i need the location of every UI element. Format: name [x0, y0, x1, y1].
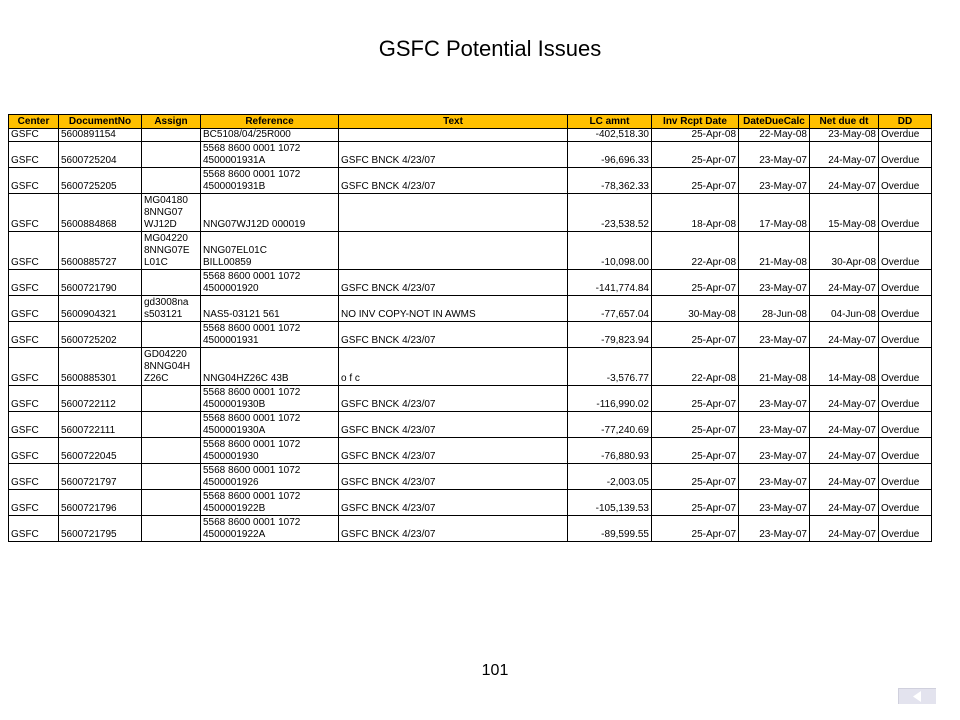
cell-reference-line: 5568 8600 0001 1072: [203, 169, 301, 180]
cell-inv-rcpt-date: 25-Apr-07: [652, 142, 739, 168]
cell-center: GSFC: [9, 270, 59, 296]
cell-reference-line: 4500001920: [203, 283, 259, 294]
cell-assign: [142, 386, 201, 412]
cell-reference-line: NNG07EL01C: [203, 245, 267, 256]
cell-documentno: 5600725205: [59, 168, 142, 194]
column-header: DateDueCalc: [739, 115, 810, 129]
table-row: [9, 296, 932, 322]
cell-assign: [142, 194, 201, 232]
cell-center: GSFC: [9, 464, 59, 490]
table-row: [9, 412, 932, 438]
cell-reference: [201, 438, 339, 464]
cell-net-due-dt: 24-May-07: [810, 464, 879, 490]
cell-datedue-calc: 23-May-07: [739, 516, 810, 542]
cell-reference-line: NNG07WJ12D 000019: [203, 219, 306, 230]
cell-net-due-dt: 24-May-07: [810, 270, 879, 296]
cell-datedue-calc: 23-May-07: [739, 412, 810, 438]
cell-reference: [201, 516, 339, 542]
cell-documentno: 5600721790: [59, 270, 142, 296]
cell-center: GSFC: [9, 232, 59, 270]
cell-dd: Overdue: [879, 270, 932, 296]
cell-center: GSFC: [9, 490, 59, 516]
cell-lc-amnt: -10,098.00: [568, 232, 652, 270]
cell-dd: Overdue: [879, 322, 932, 348]
cell-lc-amnt: -79,823.94: [568, 322, 652, 348]
cell-documentno: 5600725202: [59, 322, 142, 348]
cell-reference-line: 5568 8600 0001 1072: [203, 517, 301, 528]
cell-documentno: 5600884868: [59, 194, 142, 232]
cell-assign-line: MG04220: [144, 233, 188, 244]
cell-datedue-calc: 28-Jun-08: [739, 296, 810, 322]
cell-lc-amnt: -77,657.04: [568, 296, 652, 322]
cell-reference: [201, 386, 339, 412]
column-header: Net due dt: [810, 115, 879, 129]
cell-datedue-calc: 23-May-07: [739, 168, 810, 194]
cell-center: GSFC: [9, 194, 59, 232]
cell-text: [339, 129, 568, 142]
cell-reference: [201, 322, 339, 348]
cell-dd: Overdue: [879, 516, 932, 542]
cell-inv-rcpt-date: 18-Apr-08: [652, 194, 739, 232]
cell-text: GSFC BNCK 4/23/07: [339, 386, 568, 412]
cell-documentno: 5600885727: [59, 232, 142, 270]
cell-datedue-calc: 22-May-08: [739, 129, 810, 142]
cell-inv-rcpt-date: 25-Apr-07: [652, 516, 739, 542]
cell-inv-rcpt-date: 25-Apr-07: [652, 464, 739, 490]
cell-assign-line: Z26C: [144, 373, 169, 384]
cell-inv-rcpt-date: 30-May-08: [652, 296, 739, 322]
table-row: [9, 464, 932, 490]
cell-net-due-dt: 14-May-08: [810, 348, 879, 386]
cell-inv-rcpt-date: 22-Apr-08: [652, 232, 739, 270]
cell-lc-amnt: -23,538.52: [568, 194, 652, 232]
cell-documentno: 5600721795: [59, 516, 142, 542]
cell-text: o f c: [339, 348, 568, 386]
cell-net-due-dt: 24-May-07: [810, 322, 879, 348]
cell-reference: [201, 348, 339, 386]
cell-datedue-calc: 21-May-08: [739, 348, 810, 386]
cell-lc-amnt: -89,599.55: [568, 516, 652, 542]
cell-center: GSFC: [9, 296, 59, 322]
back-arrow-icon: [911, 691, 923, 702]
cell-reference-line: 4500001926: [203, 477, 259, 488]
cell-net-due-dt: 15-May-08: [810, 194, 879, 232]
cell-lc-amnt: -77,240.69: [568, 412, 652, 438]
cell-inv-rcpt-date: 25-Apr-07: [652, 412, 739, 438]
cell-assign: [142, 270, 201, 296]
cell-dd: Overdue: [879, 438, 932, 464]
cell-assign: [142, 412, 201, 438]
cell-reference-line: 4500001931B: [203, 181, 266, 192]
cell-text: GSFC BNCK 4/23/07: [339, 322, 568, 348]
cell-dd: Overdue: [879, 296, 932, 322]
cell-net-due-dt: 23-May-08: [810, 129, 879, 142]
cell-dd: Overdue: [879, 129, 932, 142]
cell-reference-line: BILL00859: [203, 257, 252, 268]
column-header: Reference: [201, 115, 339, 129]
cell-inv-rcpt-date: 25-Apr-07: [652, 438, 739, 464]
cell-center: GSFC: [9, 322, 59, 348]
cell-dd: Overdue: [879, 464, 932, 490]
cell-assign-line: GD04220: [144, 349, 187, 360]
cell-assign: [142, 438, 201, 464]
cell-reference-line: 5568 8600 0001 1072: [203, 323, 301, 334]
page-number: 101: [481, 662, 509, 679]
column-header: LC amnt: [568, 115, 652, 129]
cell-center: GSFC: [9, 438, 59, 464]
cell-assign-line: MG04180: [144, 195, 188, 206]
cell-text: [339, 232, 568, 270]
cell-net-due-dt: 24-May-07: [810, 168, 879, 194]
column-header: Text: [339, 115, 568, 129]
cell-assign: [142, 142, 201, 168]
cell-reference: [201, 464, 339, 490]
cell-lc-amnt: -141,774.84: [568, 270, 652, 296]
table-row: [9, 129, 932, 142]
column-header: DD: [879, 115, 932, 129]
cell-documentno: 5600722112: [59, 386, 142, 412]
cell-text: GSFC BNCK 4/23/07: [339, 490, 568, 516]
table-row: [9, 516, 932, 542]
cell-dd: Overdue: [879, 168, 932, 194]
cell-datedue-calc: 23-May-07: [739, 438, 810, 464]
cell-assign-line: L01C: [144, 257, 168, 268]
cell-assign-line: gd3008na: [144, 297, 189, 308]
cell-documentno: 5600891154: [59, 129, 142, 142]
cell-inv-rcpt-date: 25-Apr-07: [652, 386, 739, 412]
cell-net-due-dt: 24-May-07: [810, 386, 879, 412]
cell-text: GSFC BNCK 4/23/07: [339, 464, 568, 490]
cell-reference-line: 5568 8600 0001 1072: [203, 439, 301, 450]
cell-center: GSFC: [9, 142, 59, 168]
cell-datedue-calc: 23-May-07: [739, 142, 810, 168]
cell-reference: [201, 194, 339, 232]
table-row: [9, 348, 932, 386]
cell-reference-line: 5568 8600 0001 1072: [203, 387, 301, 398]
column-header: Center: [9, 115, 59, 129]
cell-datedue-calc: 23-May-07: [739, 490, 810, 516]
cell-reference-line: 4500001931: [203, 335, 259, 346]
cell-assign: [142, 516, 201, 542]
cell-datedue-calc: 21-May-08: [739, 232, 810, 270]
cell-reference: [201, 270, 339, 296]
column-header: Assign: [142, 115, 201, 129]
cell-reference-line: 4500001930A: [203, 425, 266, 436]
table-row: [9, 438, 932, 464]
cell-reference: [201, 490, 339, 516]
cell-inv-rcpt-date: 22-Apr-08: [652, 348, 739, 386]
column-header: Inv Rcpt Date: [652, 115, 739, 129]
column-header: DocumentNo: [59, 115, 142, 129]
cell-text: GSFC BNCK 4/23/07: [339, 142, 568, 168]
cell-center: GSFC: [9, 386, 59, 412]
cell-net-due-dt: 24-May-07: [810, 412, 879, 438]
cell-dd: Overdue: [879, 142, 932, 168]
cell-datedue-calc: 23-May-07: [739, 322, 810, 348]
cell-reference-line: 5568 8600 0001 1072: [203, 491, 301, 502]
cell-assign: [142, 232, 201, 270]
cell-text: GSFC BNCK 4/23/07: [339, 168, 568, 194]
table-body: [9, 129, 932, 542]
cell-center: GSFC: [9, 516, 59, 542]
cell-assign: [142, 322, 201, 348]
issues-table: [8, 114, 932, 542]
cell-inv-rcpt-date: 25-Apr-07: [652, 322, 739, 348]
cell-lc-amnt: -105,139.53: [568, 490, 652, 516]
cell-assign-line: 8NNG07: [144, 207, 183, 218]
cell-reference-line: 5568 8600 0001 1072: [203, 465, 301, 476]
cell-net-due-dt: 04-Jun-08: [810, 296, 879, 322]
cell-reference: [201, 412, 339, 438]
cell-reference-line: 4500001931A: [203, 155, 266, 166]
cell-documentno: 5600722111: [59, 412, 142, 438]
page-title: GSFC Potential Issues: [378, 36, 602, 61]
cell-reference: [201, 296, 339, 322]
cell-dd: Overdue: [879, 386, 932, 412]
cell-assign-line: WJ12D: [144, 219, 177, 230]
cell-assign-line: 8NNG04H: [144, 361, 191, 372]
cell-inv-rcpt-date: 25-Apr-07: [652, 270, 739, 296]
cell-reference-line: 4500001930: [203, 451, 259, 462]
cell-net-due-dt: 24-May-07: [810, 142, 879, 168]
cell-documentno: 5600885301: [59, 348, 142, 386]
cell-inv-rcpt-date: 25-Apr-07: [652, 490, 739, 516]
table-row: [9, 322, 932, 348]
cell-assign: [142, 348, 201, 386]
cell-assign: [142, 129, 201, 142]
cell-reference-line: 5568 8600 0001 1072: [203, 271, 301, 282]
cell-reference: [201, 232, 339, 270]
cell-inv-rcpt-date: 25-Apr-08: [652, 129, 739, 142]
cell-dd: Overdue: [879, 412, 932, 438]
cell-lc-amnt: -76,880.93: [568, 438, 652, 464]
cell-documentno: 5600721797: [59, 464, 142, 490]
cell-net-due-dt: 24-May-07: [810, 438, 879, 464]
cell-assign-line: 8NNG07E: [144, 245, 190, 256]
cell-reference: [201, 168, 339, 194]
table-row: [9, 232, 932, 270]
cell-reference-line: 4500001930B: [203, 399, 266, 410]
cell-inv-rcpt-date: 25-Apr-07: [652, 168, 739, 194]
cell-dd: Overdue: [879, 194, 932, 232]
issues-table-container: [8, 114, 932, 542]
cell-text: [339, 194, 568, 232]
back-button[interactable]: [898, 688, 936, 704]
cell-documentno: 5600721796: [59, 490, 142, 516]
cell-reference-line: NNG04HZ26C 43B: [203, 373, 289, 384]
cell-datedue-calc: 17-May-08: [739, 194, 810, 232]
cell-text: NO INV COPY-NOT IN AWMS: [339, 296, 568, 322]
cell-text: GSFC BNCK 4/23/07: [339, 516, 568, 542]
cell-reference-line: 4500001922B: [203, 503, 266, 514]
cell-net-due-dt: 24-May-07: [810, 490, 879, 516]
cell-dd: Overdue: [879, 348, 932, 386]
table-row: [9, 270, 932, 296]
cell-documentno: 5600722045: [59, 438, 142, 464]
cell-reference-line: NAS5-03121 561: [203, 309, 280, 320]
cell-reference-line: 5568 8600 0001 1072: [203, 413, 301, 424]
cell-text: GSFC BNCK 4/23/07: [339, 270, 568, 296]
cell-net-due-dt: 30-Apr-08: [810, 232, 879, 270]
cell-lc-amnt: -78,362.33: [568, 168, 652, 194]
cell-text: GSFC BNCK 4/23/07: [339, 412, 568, 438]
cell-documentno: 5600725204: [59, 142, 142, 168]
cell-lc-amnt: -2,003.05: [568, 464, 652, 490]
cell-datedue-calc: 23-May-07: [739, 464, 810, 490]
cell-documentno: 5600904321: [59, 296, 142, 322]
cell-reference-line: 4500001922A: [203, 529, 266, 540]
cell-reference: [201, 142, 339, 168]
cell-lc-amnt: -3,576.77: [568, 348, 652, 386]
cell-assign-line: s503121: [144, 309, 183, 320]
cell-center: GSFC: [9, 348, 59, 386]
cell-datedue-calc: 23-May-07: [739, 386, 810, 412]
cell-center: GSFC: [9, 412, 59, 438]
table-row: [9, 194, 932, 232]
cell-assign: [142, 168, 201, 194]
cell-text: GSFC BNCK 4/23/07: [339, 438, 568, 464]
table-header-row: [9, 115, 932, 129]
cell-assign: [142, 490, 201, 516]
table-row: [9, 168, 932, 194]
cell-lc-amnt: -402,518.30: [568, 129, 652, 142]
cell-lc-amnt: -96,696.33: [568, 142, 652, 168]
cell-center: GSFC: [9, 168, 59, 194]
cell-assign: [142, 464, 201, 490]
table-row: [9, 142, 932, 168]
cell-center: GSFC: [9, 129, 59, 142]
cell-dd: Overdue: [879, 490, 932, 516]
cell-reference-line: 5568 8600 0001 1072: [203, 143, 301, 154]
cell-reference-line: BC5108/04/25R000: [203, 129, 291, 140]
cell-assign: [142, 296, 201, 322]
cell-lc-amnt: -116,990.02: [568, 386, 652, 412]
cell-net-due-dt: 24-May-07: [810, 516, 879, 542]
table-row: [9, 386, 932, 412]
cell-dd: Overdue: [879, 232, 932, 270]
cell-datedue-calc: 23-May-07: [739, 270, 810, 296]
cell-reference: [201, 129, 339, 142]
table-row: [9, 490, 932, 516]
